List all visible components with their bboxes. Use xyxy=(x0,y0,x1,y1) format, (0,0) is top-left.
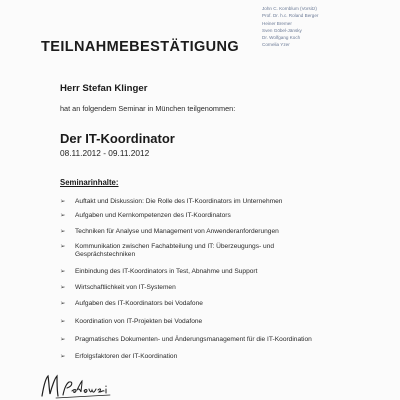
seminar-contents-heading: Seminarinhalte: xyxy=(60,178,119,187)
arrow-bullet-icon: ➢ xyxy=(60,336,66,343)
letterhead-name: Cornelia Yzer xyxy=(262,42,290,48)
arrow-bullet-icon: ➢ xyxy=(60,198,66,205)
list-item-text: Aufgaben und Kernkompetenzen des IT-Koordinators xyxy=(75,212,231,219)
arrow-bullet-icon: ➢ xyxy=(60,284,66,291)
arrow-bullet-icon: ➢ xyxy=(60,318,66,325)
letterhead-name: Heiner Bremer xyxy=(262,20,292,26)
document-title: TEILNAHMEBESTÄTIGUNG xyxy=(41,39,240,55)
letterhead-name: John C. Kornblum (Vorsitz) xyxy=(262,6,317,11)
list-item-text: Pragmatisches Dokumenten- und Änderungsmanagement für die IT-Koordination xyxy=(75,336,312,343)
arrow-bullet-icon: ➢ xyxy=(60,243,66,250)
list-item-text: Koordination von IT-Projekten bei Vodafone xyxy=(75,318,203,325)
seminar-dates: 08.11.2012 - 09.11.2012 xyxy=(60,148,150,158)
list-item-text: Auftakt und Diskussion: Die Rolle des IT-Koordinators im Unternehmen xyxy=(75,198,283,205)
seminar-title: Der IT-Koordinator xyxy=(60,131,175,146)
arrow-bullet-icon: ➢ xyxy=(60,268,66,275)
list-item-text: Techniken für Analyse und Management von Anwenderanforderungen xyxy=(75,228,279,235)
arrow-bullet-icon: ➢ xyxy=(60,212,66,219)
list-item-text: Erfolgsfaktoren der IT-Koordination xyxy=(75,353,178,360)
recipient-name: Herr Stefan Klinger xyxy=(60,83,148,94)
list-item-text: Kommunikation zwischen Fachabteilung und IT: Überzeugungs- und Gesprächstechniken xyxy=(75,243,275,259)
list-item-text: Einbindung des IT-Koordinators in Test, Abnahme und Support xyxy=(75,268,258,275)
list-item-text: Wirtschaftlichkeit von IT-Systemen xyxy=(75,284,176,291)
list-item-text: Aufgaben des IT-Koordinators bei Vodafone xyxy=(75,300,203,307)
signature-icon xyxy=(36,372,116,400)
arrow-bullet-icon: ➢ xyxy=(60,228,66,235)
intro-text: hat an folgendem Seminar in München teilgenommen: xyxy=(60,104,236,113)
letterhead-name: Dr. Wolfgang Koch xyxy=(262,35,301,41)
letterhead-name: Prof. Dr. h.c. Roland Berger xyxy=(262,13,319,19)
arrow-bullet-icon: ➢ xyxy=(60,353,66,360)
letterhead-name: Sven Göbel-Jänsky xyxy=(262,27,302,33)
arrow-bullet-icon: ➢ xyxy=(60,300,66,307)
